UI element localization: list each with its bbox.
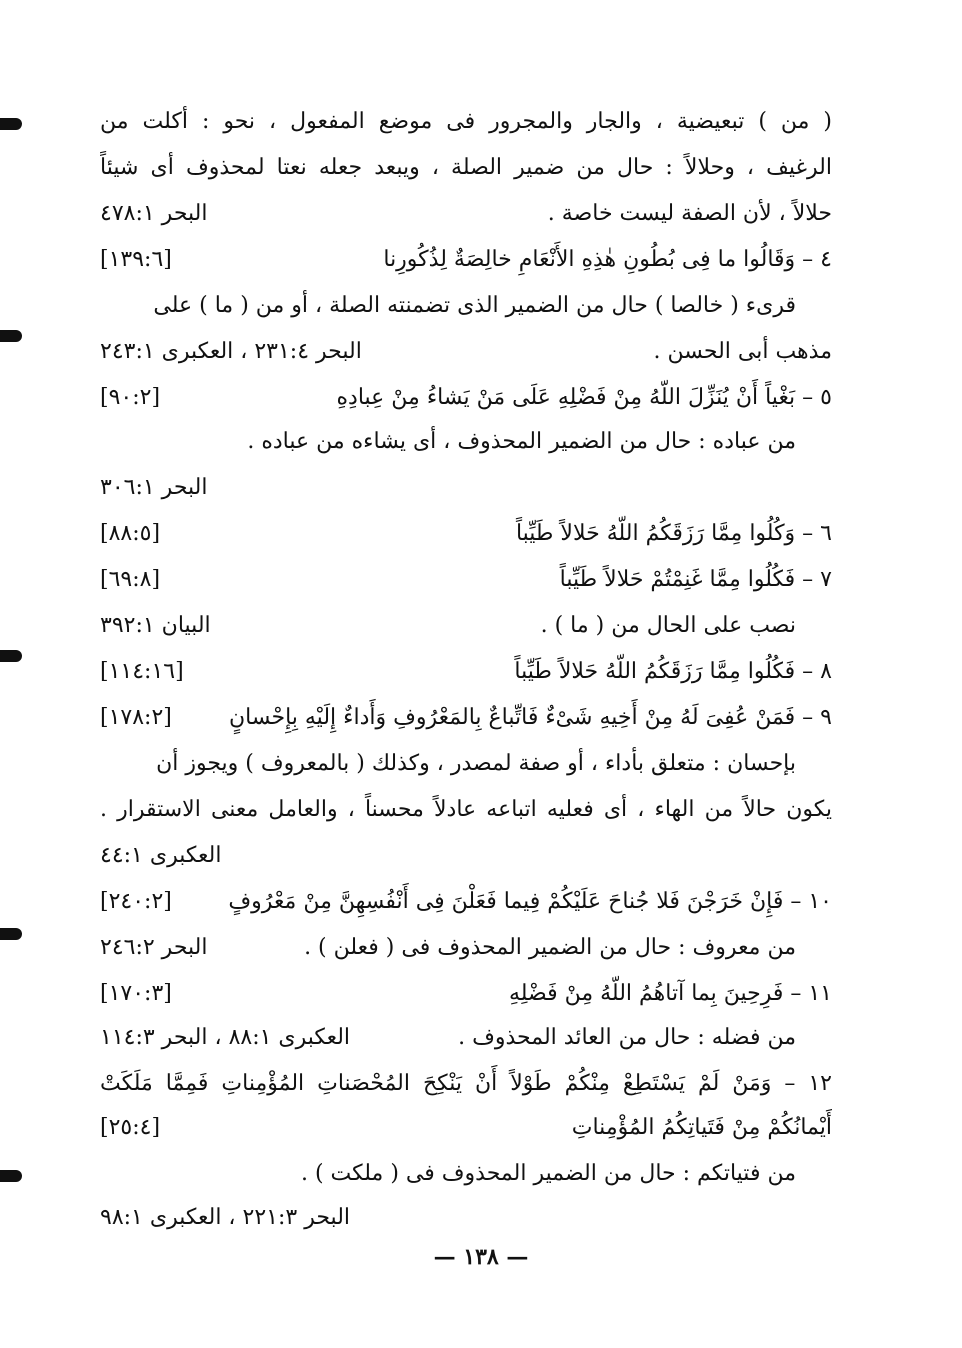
text-line <box>100 466 832 510</box>
line-text: من عباده : حال من الضمير المحذوف ، أى يشاءه من عباده . <box>247 429 796 454</box>
text-line <box>100 604 832 648</box>
citation-ref: العكبرى ٨٨:١ ، البحر ١١٤:٣ <box>100 1025 351 1050</box>
text-line <box>100 100 832 144</box>
scan-edge-mark <box>0 928 22 940</box>
text-line <box>100 558 832 602</box>
scan-edge-mark <box>0 650 22 662</box>
citation-ref: [١٧٠:٣] <box>100 981 172 1006</box>
text-line <box>100 788 832 832</box>
citation-ref: البحر ٢٢١:٣ ، العكبرى ٩٨:١ <box>100 1205 351 1230</box>
text-line <box>100 1196 832 1240</box>
text-line <box>100 650 832 694</box>
citation-ref: البحر ٤٧٨:١ <box>100 201 208 226</box>
text-line <box>100 284 832 328</box>
line-text: ( من ) تبعيضية ، والجار والمجرور فى موضع المفعول ، نحو : أكلت من <box>100 109 832 134</box>
citation-ref: [٢٤٠:٢] <box>100 889 172 914</box>
text-line <box>100 972 832 1016</box>
text-line <box>100 146 832 190</box>
line-text: ٧ – فَكُلُوا مِمَّا غَنِمْتُمْ حَلالاً طَيِّباً <box>559 567 832 592</box>
line-text: بإحسان : متعلق بأداء ، أو صفة لمصدر ، وكذلك ( بالمعروف ) ويجوز أن <box>156 751 796 776</box>
page-number: — ١٣٨ — <box>433 1244 529 1270</box>
text-line <box>100 192 832 236</box>
text-line <box>100 926 832 970</box>
citation-ref: البحر ٣٠٦:١ <box>100 475 208 500</box>
line-text: ٤ – وَقَالُوا ما فِى بُطُونِ هٰذِهِ الأَنْعَامِ خالِصَةٌ لِذُكُورِنا <box>383 247 832 272</box>
text-line <box>100 1016 832 1060</box>
text-line <box>100 330 832 374</box>
text-line <box>100 1106 832 1150</box>
line-text: قرىء ( خالصا ) حال من الضمير الذى تضمنته الصلة ، أو من ( ما ) على <box>153 293 796 318</box>
citation-ref: [٨٨:٥] <box>100 521 161 546</box>
citation-ref: [٩٠:٢] <box>100 385 161 410</box>
citation-ref: [٢٥:٤] <box>100 1115 161 1140</box>
scan-edge-mark <box>0 330 22 342</box>
text-line <box>100 880 832 924</box>
citation-ref: [١٧٨:٢] <box>100 705 172 730</box>
text-line <box>100 376 832 420</box>
line-text: الرغيف ، وحلالاً : حال من ضمير الصلة ، ويبعد جعله نعتا لمحذوف أى شيئاً <box>100 155 832 180</box>
line-text: ٥ – بَغْياً أَنْ يُنَزِّلَ اللّهُ مِنْ فَضْلِهِ عَلَى مَنْ يَشاءُ مِنْ عِبادِهِ <box>336 385 832 410</box>
line-text: يكون حالاً من الهاء ، أى فعليه اتباعه عادلاً محسناً ، والعامل معنى الاستقرار . <box>100 797 832 822</box>
text-line <box>100 238 832 282</box>
citation-ref: [١٣٩:٦] <box>100 247 172 272</box>
line-text: ١٢ – وَمَنْ لَمْ يَسْتَطِعْ مِنْكُمْ طَوْلاً أَنْ يَنْكِحَ المُحْصَناتِ المُؤْمِناتِ فَمِمَّا مَلَكَتْ <box>100 1071 832 1096</box>
citation-ref: العكبرى ٤٤:١ <box>100 843 222 868</box>
line-text: ١١ – فَرِحِينَ بِما آتاهُمُ اللّهُ مِنْ فَضْلِهِ <box>508 981 832 1006</box>
line-text: ٨ – فَكُلُوا مِمَّا رَزَقَكُمُ اللّهُ حَلالاً طَيِّباً <box>514 659 832 684</box>
line-text: ١٠ – فَإِنْ خَرَجْنَ فَلا جُناحَ عَلَيْكُمْ فِيما فَعَلْنَ فِى أَنْفُسِهِنَّ مِنْ مَعْرُوفٍ <box>228 889 832 914</box>
text-line <box>100 420 832 464</box>
text-line <box>100 834 832 878</box>
line-text: ٩ – فَمَنْ عُفِىَ لَهُ مِنْ أَخِيهِ شَىْءٌ فَاتِّباعٌ بِالمَعْرُوفِ وَأَداءٌ إِلَيْهِ بِإِحْسانٍ <box>228 705 832 730</box>
citation-ref: [٦٩:٨] <box>100 567 161 592</box>
scan-edge-mark <box>0 118 22 130</box>
text-line <box>100 742 832 786</box>
line-text: مذهب أبى الحسن . <box>653 339 832 364</box>
line-text: أَيْمانُكُمْ مِنْ فَتَياتِكُمُ المُؤْمِناتِ <box>571 1115 832 1140</box>
scan-edge-mark <box>0 1170 22 1182</box>
line-text: من فتياتكم : حال من الضمير المحذوف فى ( ملكت ) . <box>300 1161 796 1186</box>
text-line <box>100 1152 832 1196</box>
line-text: من معروف : حال من الضمير المحذوف فى ( فعلن ) . <box>304 935 796 960</box>
text-line <box>100 1062 832 1106</box>
line-text: حلالاً ، لأن الصفة ليست خاصة . <box>547 201 832 226</box>
citation-ref: البحر ٢٤٦:٢ <box>100 935 208 960</box>
text-line <box>100 696 832 740</box>
line-text: من فضله : حال من العائد المحذوف . <box>458 1025 796 1050</box>
citation-ref: [١١٤:١٦] <box>100 659 184 684</box>
text-line <box>100 512 832 556</box>
line-text: نصب على الحال من ( ما ) . <box>540 613 796 638</box>
citation-ref: البيان ٣٩٢:١ <box>100 613 211 638</box>
line-text: ٦ – وَكُلُوا مِمَّا رَزَقَكُمُ اللّهُ حَلالاً طَيِّباً <box>515 521 832 546</box>
citation-ref: البحر ٢٣١:٤ ، العكبرى ٢٤٣:١ <box>100 339 362 364</box>
